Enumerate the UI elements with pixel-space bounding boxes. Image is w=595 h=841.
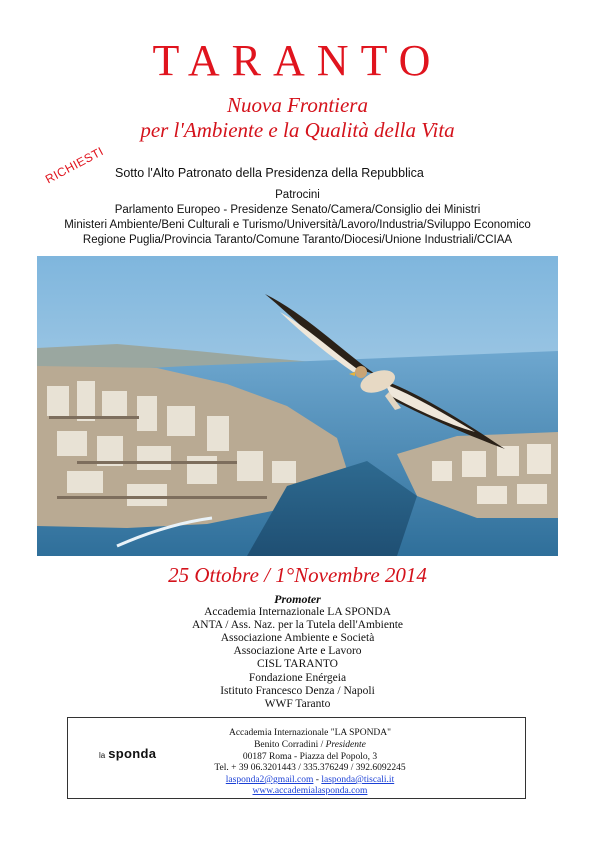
email-link-1[interactable]: lasponda2@gmail.com — [225, 775, 314, 785]
cover-photo-eagle-over-city — [37, 256, 558, 556]
promoter-item: Associazione Arte e Lavoro — [233, 645, 362, 657]
promoter-item: Fondazione Enérgeia — [248, 672, 347, 684]
patronage-line-3: Regione Puglia/Provincia Taranto/Comune Taranto/Diocesi/Unione Industriali/CCIAA — [82, 234, 513, 246]
patronage-line-1: Parlamento Europeo - Presidenze Senato/Camera/Consiglio dei Ministri — [114, 204, 481, 216]
footer-address: 00187 Roma - Piazza del Popolo, 3 — [242, 752, 378, 762]
website-link[interactable]: www.accademialasponda.com — [252, 786, 368, 796]
promoter-item: Accademia Internazionale LA SPONDA — [204, 606, 391, 618]
promoter-item: Istituto Francesco Denza / Napoli — [220, 685, 375, 697]
patronage-heading: Patrocini — [275, 189, 320, 201]
subtitle-line-1: Nuova Frontiera — [227, 93, 368, 117]
promoter-item: ANTA / Ass. Naz. per la Tutela dell'Ambiente — [192, 619, 403, 631]
promoter-item: CISL TARANTO — [257, 658, 338, 670]
subtitle-line-2: per l'Ambiente e la Qualità della Vita — [140, 118, 455, 142]
email-separator: - — [313, 775, 322, 785]
footer-president — [160, 740, 460, 751]
promoter-item: WWF Taranto — [264, 698, 331, 710]
president-role: Presidente — [325, 740, 366, 750]
footer-website — [160, 786, 460, 797]
footer-org: Accademia Internazionale "LA SPONDA" — [228, 728, 392, 738]
sponda-logo — [99, 746, 156, 761]
requested-stamp: RICHIESTI — [43, 144, 106, 187]
email-link-2[interactable]: lasponda@tiscali.it — [321, 775, 395, 785]
patronage-line-2: Ministeri Ambiente/Beni Culturali e Turismo/Università/Lavoro/Industria/Sviluppo Economico — [64, 219, 531, 231]
high-patronage-text: Sotto l'Alto Patronato della Presidenza della Repubblica — [115, 166, 424, 180]
page-title: TARANTO — [152, 36, 443, 85]
event-date: 25 Ottobre / 1°Novembre 2014 — [168, 563, 427, 587]
promoter-item: Associazione Ambiente e Società — [220, 632, 375, 644]
footer-emails — [160, 775, 460, 786]
footer-phone: Tel. + 39 06.3201443 / 335.376249 / 392.6092245 — [214, 763, 406, 773]
logo-small-text: la — [99, 751, 106, 760]
logo-big-text: sponda — [108, 746, 157, 761]
president-name: Benito Corradini / — [254, 740, 326, 750]
promoter-heading: Promoter — [274, 592, 321, 606]
